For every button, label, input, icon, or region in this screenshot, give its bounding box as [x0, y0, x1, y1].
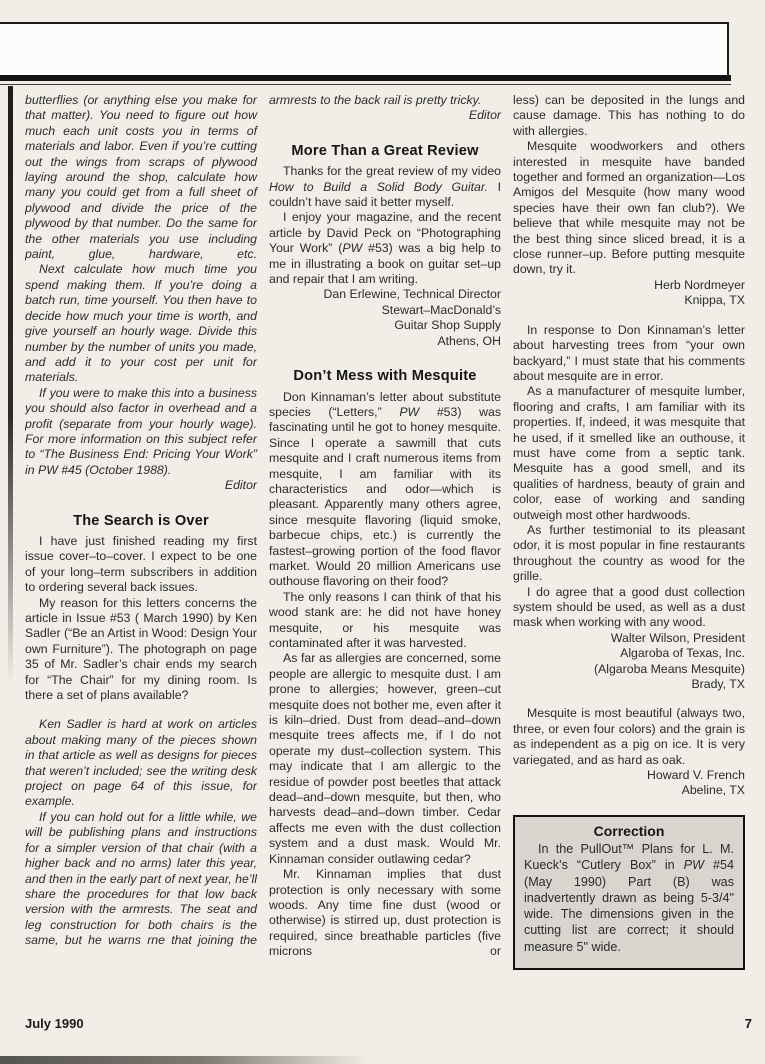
- letter-paragraph: [269, 164, 501, 210]
- column-3: [513, 93, 745, 1023]
- letter-paragraph: Next calculate how much time you spend making them. If you’re doing a batch run, time yourself. You then have to decide how much your time is worth, and give yourself an hourly wage. Divide this number by the number of units you made, and add it to your cost per unit for materials.: [25, 262, 257, 385]
- letter-paragraph: [269, 390, 501, 590]
- text-segment-italic: PW: [342, 241, 363, 256]
- signature-line: Dan Erlewine, Technical Director: [323, 287, 501, 302]
- letter-paragraph: The only reasons I can think of that his wood stank are: he did not have honey mesquite, or his mesquite was contaminated after it was harvested.: [269, 589, 501, 650]
- footer-page-number: 7: [744, 1016, 752, 1031]
- letter-heading-more-than-a-great-review: More Than a Great Review: [291, 142, 479, 159]
- letter-paragraph: I have just finished reading my first issue cover–to–cover. I expect to be one of your long–term subscribers in addition to ordering several back issues.: [25, 533, 257, 595]
- signature-line: Stewart–MacDonald’s: [381, 302, 501, 317]
- letter-paragraph: Mesquite is most beautiful (always two, three, or even four colors) and the grain is as independent as a pig on ice. It is very variegated, and as hard as oak.: [513, 706, 745, 767]
- text-segment-italic: PW: [399, 404, 420, 419]
- letter-paragraph: If you were to make this into a business you should also factor in overhead and a profit (separate from your hourly wage). For more information on this subject refer to “The Business End: Pricing Your Work” in PW #45 (October 1988).: [25, 385, 257, 477]
- text-segment: Don Kinnaman’s letter about substitute species (“Letters,”: [269, 389, 501, 419]
- masthead-box: [0, 22, 729, 76]
- footer-issue-date: July 1990: [25, 1016, 84, 1031]
- text-segment: #53) was a big help to me in illustrating a book on guitar set–up and repair that I am writing.: [269, 241, 502, 287]
- letter-paragraph: Ken Sadler is hard at work on articles about making many of the pieces shown in that article as well as designs for pieces that weren’t included; see the writing desk project on page 64 of this issue, for example.: [25, 717, 257, 809]
- signature-line: Guitar Shop Supply: [394, 318, 501, 333]
- letter-paragraph: As far as allergies are concerned, some people are allergic to mesquite dust. I am prone to allergies; however, green–cut mesquite does not bother me, even after it is kiln–dried. Dust from dead–and–down mesquite trees affects me, if I do not operate my dust–collection system. This may indicate that I am allergic to the residue of powder post beetles that attack dead–and–down mesquite, but then, who harvests dead–and–down timber. Cedar affects me even with the dust collection system and a dust mask. Would Mr. Kinnaman consider outlawing cedar?: [269, 651, 501, 866]
- text-segment: I enjoy your magazine, and the recent article by David Peck on “Photographing Your Work” (: [269, 210, 501, 256]
- letter-paragraph: Mr. Kinnaman implies that dust protection is only necessary with some woods. Any time fine dust (wood or otherwise) is stirred up, dust protection is required, since breathable particles (five microns or: [269, 867, 501, 959]
- signature-line: Walter Wilson, President: [610, 630, 745, 645]
- signature-editor: Editor: [468, 108, 501, 123]
- column-1: [25, 93, 257, 1023]
- scan-edge-left-artifact: [8, 86, 13, 686]
- letter-paragraph: [269, 210, 501, 287]
- signature-line: (Algaroba Means Mesquite): [593, 661, 745, 676]
- text-segment: In the PullOut™ Plans for L. M. Kueck’s “Cutlery Box” in: [524, 842, 734, 873]
- letter-heading-search-is-over: The Search is Over: [73, 512, 209, 529]
- letter-paragraph: If you can hold out for a little while, we will be publishing plans and instructions for a simpler version of that chair (with a higher back and no arms) later this year, and then in the early part of next year, he’ll share the procedures for that low back version with the armrests. The seat and leg construction for both chairs is the same, but he warns rne that joining the: [25, 809, 257, 948]
- page-footer: [25, 1016, 752, 1031]
- letter-paragraph: My reason for this letters concerns the article in Issue #53 ( March 1990) by Ken Sadler (“Be an Artist in Wood: Design Your own Furniture”). The photograph on page 35 of Mr. Sadler’s chair ends my search for “The Chair” for my dining room. Is there a set of plans available?: [25, 595, 257, 703]
- signature-line: Howard V. French: [647, 768, 745, 783]
- text-segment-italic: How to Build a Solid Body Guitar.: [269, 179, 488, 194]
- signature-line: Athens, OH: [437, 333, 501, 348]
- signature-line: Knippa, TX: [684, 293, 745, 308]
- correction-title: Correction: [593, 822, 665, 839]
- header-rule-thick: [0, 75, 731, 81]
- text-segment: Thanks for the great review of my video: [283, 164, 501, 179]
- correction-box: [513, 815, 745, 970]
- letter-paragraph: As further testimonial to its pleasant odor, it is most popular in fine restaurants throughout the country as wood for the grille.: [513, 522, 745, 584]
- letter-paragraph: less) can be deposited in the lungs and cause damage. This has nothing to do with allergies.: [513, 93, 745, 138]
- text-segment: #54 (May 1990) Part (B) was inadvertently drawn as being 5-3/4" wide. The dimensions given in the cutting list are correct; it should measure 5" wide.: [524, 858, 734, 954]
- text-segment: I couldn’t have said it better myself.: [269, 179, 501, 210]
- letter-paragraph: As a manufacturer of mesquite lumber, flooring and crafts, I am familiar with its properties. If, indeed, it was mesquite that he used, if it smelled like an outhouse, it must have come from a septic tank. Mesquite has a good smell, and its qualities of hardness, beauty of grain and color, ease of working and sanding outweigh most other hardwoods.: [513, 384, 745, 522]
- correction-body: [524, 841, 734, 954]
- signature-line: Algaroba of Texas, Inc.: [620, 646, 745, 661]
- letter-paragraph: Mesquite woodworkers and others interested in mesquite have banded together and formed an organization—Los Amigos del Mesquite (how many wood species have their own fan club?). We believe that while mesquite may not be the best thing since sliced bread, it is a close runner–up. Before putting mesquite down, try it.: [513, 139, 745, 277]
- letter-paragraph: armrests to the back rail is pretty tricky.: [269, 93, 482, 107]
- letter-paragraph: butterflies (or anything else you make for that matter). You need to figure out how much each unit costs you in terms of materials and labor. Even if you’re cutting out the wings from scraps of plywood laying around the shop, calculate how many you could get from a full sheet of plywood and divide the price of the plywood by that number. Do the same for the other materials you use including paint, glue, hardware, etc.: [25, 93, 257, 262]
- letter-paragraph: I do agree that a good dust collection system should be used, as well as a dust mask when working with any wood.: [513, 584, 745, 630]
- letter-heading-dont-mess-with-mesquite: Don’t Mess with Mesquite: [293, 368, 477, 385]
- letters-columns: [25, 93, 745, 1023]
- signature-line: Herb Nordmeyer: [654, 277, 745, 292]
- header-rule-thin: [0, 84, 731, 85]
- letter-paragraph: In response to Don Kinnaman’s letter about harvesting trees from “your own backyard,” I must state that his comments about mesquite are in error.: [513, 322, 745, 383]
- signature-line: Brady, TX: [691, 677, 745, 692]
- signature-editor: Editor: [224, 478, 257, 493]
- column-2: [269, 93, 501, 1023]
- text-segment: #53) was fascinating until he got to honey mesquite. Since I operate a sawmill that cuts mesquite and I craft numerous items from mesquite, I am familiar with its characteristics and odor—which is pleasant. Apparently many others agree, since mesquite flavoring (liquid smoke, barbecue chips, etc.) is currently the fastest–growing portion of the food flavor market. Would 20 million Americans use outhouse flavoring on their food?: [269, 404, 501, 589]
- scan-edge-bottom-artifact: [0, 1056, 370, 1064]
- signature-line: Abeline, TX: [681, 783, 745, 798]
- text-segment-italic: PW: [683, 858, 704, 873]
